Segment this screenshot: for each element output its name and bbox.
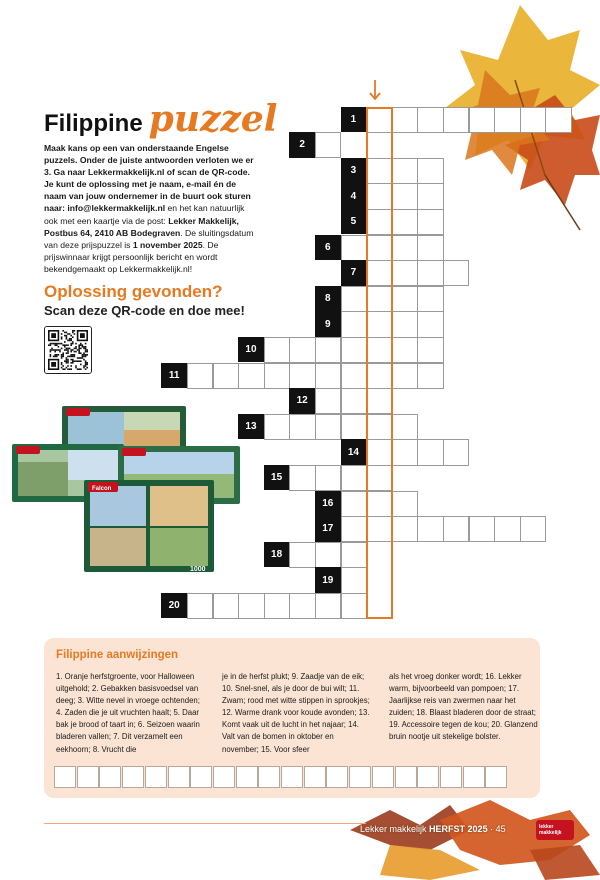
grid-cell[interactable]	[443, 107, 469, 133]
clue-number-2: 2	[289, 132, 315, 158]
answer-cell[interactable]	[145, 766, 167, 788]
grid-cell[interactable]	[494, 107, 520, 133]
grid-cell[interactable]	[315, 388, 341, 414]
title-main: Filippine	[44, 110, 143, 137]
grid-cell[interactable]	[341, 414, 367, 440]
solution-subtitle: Scan deze QR-code en doe mee!	[44, 303, 245, 318]
grid-cell[interactable]	[520, 107, 546, 133]
answer-cell[interactable]	[326, 766, 348, 788]
intro-email[interactable]: info@lekkermakkelijk.nl	[67, 203, 166, 214]
clue-number-8: 8	[315, 286, 341, 312]
grid-cell[interactable]	[341, 567, 367, 593]
grid-cell[interactable]	[392, 235, 418, 261]
answer-cell[interactable]	[54, 766, 76, 788]
grid-cell[interactable]	[289, 363, 315, 389]
footer-separator: ·	[490, 824, 494, 834]
solution-arrow-icon	[368, 80, 382, 102]
answer-cell[interactable]	[213, 766, 235, 788]
grid-cell[interactable]	[341, 311, 367, 337]
grid-cell[interactable]	[392, 107, 418, 133]
grid-cell[interactable]	[392, 158, 418, 184]
grid-cell[interactable]	[341, 516, 367, 542]
grid-cell[interactable]	[417, 183, 443, 209]
intro-address: Lekker Makkelijk, Postbus 64, 2410 AB Bodegraven	[44, 215, 239, 238]
grid-cell[interactable]	[417, 363, 443, 389]
title-script: puzzel	[148, 98, 278, 140]
clue-number-15: 15	[264, 465, 290, 491]
clue-number-10: 10	[238, 337, 264, 363]
answer-cell[interactable]	[281, 766, 303, 788]
answer-cell[interactable]	[395, 766, 417, 788]
clue-number-11: 11	[161, 363, 187, 389]
grid-cell[interactable]	[417, 260, 443, 286]
grid-cell[interactable]	[417, 286, 443, 312]
grid-cell[interactable]	[289, 593, 315, 619]
clue-number-18: 18	[264, 542, 290, 568]
lekker-makkelijk-logo	[536, 820, 574, 840]
answer-cell[interactable]	[485, 766, 507, 788]
grid-cell[interactable]	[315, 132, 341, 158]
answer-cell[interactable]	[122, 766, 144, 788]
answer-cell[interactable]	[417, 766, 439, 788]
clue-number-12: 12	[289, 388, 315, 414]
grid-cell[interactable]	[341, 363, 367, 389]
answer-cell[interactable]	[304, 766, 326, 788]
grid-cell[interactable]	[392, 286, 418, 312]
clues-column-1: 1. Oranje herfstgroente, voor Halloween uitgehold; 2. Gebakken basisvoedsel van deeg; 3. Witte nevel in vroege ochtenden; 4. Zaden die je uit vruchten haalt; 5. Daar bak je brood of taart in; 6. Seizoen waarin bladeren vallen; 7. Dit verzamelt een eekhoorn; 8. Vrucht die	[56, 672, 200, 754]
grid-cell[interactable]	[315, 363, 341, 389]
grid-cell[interactable]	[443, 516, 469, 542]
grid-cell[interactable]	[187, 593, 213, 619]
answer-cell[interactable]	[236, 766, 258, 788]
grid-cell[interactable]	[417, 235, 443, 261]
grid-cell[interactable]	[238, 363, 264, 389]
footer-magazine: Lekker makkelijk	[360, 824, 427, 834]
grid-cell[interactable]	[392, 414, 418, 440]
clue-number-1: 1	[341, 107, 367, 133]
grid-cell[interactable]	[213, 593, 239, 619]
answer-cell[interactable]	[258, 766, 280, 788]
footer-page-number: 45	[495, 824, 506, 834]
grid-cell[interactable]	[315, 465, 341, 491]
grid-cell[interactable]	[315, 337, 341, 363]
grid-cell[interactable]	[289, 465, 315, 491]
grid-cell[interactable]	[341, 542, 367, 568]
grid-cell[interactable]	[443, 439, 469, 465]
puzzle-box-brand: Falcon	[92, 486, 112, 492]
grid-cell[interactable]	[341, 286, 367, 312]
footer-divider	[44, 823, 366, 824]
grid-cell[interactable]	[545, 107, 571, 133]
grid-cell[interactable]	[417, 107, 443, 133]
intro-p3: . De sluitingsdatum van deze prijspuzzel is	[44, 227, 254, 250]
grid-cell[interactable]	[264, 414, 290, 440]
grid-cell[interactable]	[417, 209, 443, 235]
grid-cell[interactable]	[213, 363, 239, 389]
puzzle-box-count: 1000	[190, 566, 206, 573]
grid-cell[interactable]	[392, 439, 418, 465]
clue-number-9: 9	[315, 311, 341, 337]
grid-cell[interactable]	[187, 363, 213, 389]
clue-number-7: 7	[341, 260, 367, 286]
grid-cell[interactable]	[392, 337, 418, 363]
answer-cell[interactable]	[463, 766, 485, 788]
clue-number-13: 13	[238, 414, 264, 440]
clue-number-6: 6	[315, 235, 341, 261]
answer-cell[interactable]	[99, 766, 121, 788]
clue-number-3: 3	[341, 158, 367, 184]
answer-cell[interactable]	[349, 766, 371, 788]
intro-p2: en het kan natuurlijk ook met een kaartje via de post:	[44, 203, 245, 226]
grid-cell[interactable]	[264, 337, 290, 363]
grid-cell[interactable]	[417, 337, 443, 363]
clue-number-14: 14	[341, 439, 367, 465]
footer-season: HERFST 2025	[429, 824, 488, 834]
clue-number-4: 4	[341, 183, 367, 209]
grid-cell[interactable]	[264, 363, 290, 389]
grid-cell[interactable]	[443, 260, 469, 286]
answer-cell[interactable]	[440, 766, 462, 788]
grid-cell[interactable]	[392, 209, 418, 235]
grid-cell[interactable]	[341, 465, 367, 491]
clue-number-19: 19	[315, 567, 341, 593]
grid-cell[interactable]	[238, 593, 264, 619]
grid-cell[interactable]	[341, 491, 367, 517]
solution-title: Oplossing gevonden?	[44, 282, 223, 301]
grid-cell[interactable]	[417, 516, 443, 542]
grid-cell[interactable]	[417, 158, 443, 184]
grid-cell[interactable]	[289, 414, 315, 440]
logo-line-2: makkelijk	[539, 830, 562, 836]
answer-cell[interactable]	[77, 766, 99, 788]
answer-cell[interactable]	[190, 766, 212, 788]
clue-number-5: 5	[341, 209, 367, 235]
grid-cell[interactable]	[289, 337, 315, 363]
grid-cell[interactable]	[392, 491, 418, 517]
clue-number-20: 20	[161, 593, 187, 619]
intro-p1: Maak kans op een van onderstaande Engelse puzzels. Onder de juiste antwoorden verloten we er 3. Ga naar Lekkermakkelijk.nl of scan de QR-code. Je kunt de oplossing met je naam, e-mail én de naam van jouw ondernemer in de buurt ook sturen naar:	[44, 143, 254, 214]
grid-cell[interactable]	[341, 337, 367, 363]
grid-cell[interactable]	[417, 439, 443, 465]
clue-number-17: 17	[315, 516, 341, 542]
intro-deadline: 1 november 2025	[132, 239, 203, 250]
logo-line-1: lekker	[539, 824, 554, 830]
clues-column-3: als het vroeg donker wordt; 16. Lekker warm, bijvoorbeeld van pompoen; 17. Jaarlijkse reis van zwermen naar het zuiden; 18. Blaast bladeren door de straat; 19. Accessoire tegen de kou; 20. Glanzend bruin nootje uit stekelige bolster.	[389, 672, 538, 742]
grid-cell[interactable]	[520, 516, 546, 542]
grid-cell[interactable]	[392, 516, 418, 542]
footer-text	[360, 824, 506, 834]
grid-cell[interactable]	[392, 183, 418, 209]
grid-cell[interactable]	[392, 260, 418, 286]
clues-panel	[44, 638, 540, 798]
grid-cell[interactable]	[341, 388, 367, 414]
grid-cell[interactable]	[315, 593, 341, 619]
clues-title: Filippine aanwijzingen	[56, 649, 179, 661]
grid-cell[interactable]	[341, 235, 367, 261]
grid-cell[interactable]	[417, 311, 443, 337]
grid-cell[interactable]	[341, 593, 367, 619]
grid-cell[interactable]	[392, 363, 418, 389]
clues-column-2: je in de herfst plukt; 9. Zaadje van de eik; 10. Snel-snel, als je door de bui wilt; 11. Zwam; rood met witte stippen in sprookjes; 12. Warme drank voor koude avonden; 13. Komt vaak uit de lucht in het najaar; 14. Valt van de bomen in oktober en november; 15. Voor sfeer	[222, 672, 370, 754]
grid-cell[interactable]	[315, 414, 341, 440]
grid-cell[interactable]	[494, 516, 520, 542]
grid-cell[interactable]	[392, 311, 418, 337]
grid-cell[interactable]	[469, 516, 495, 542]
answer-cell[interactable]	[168, 766, 190, 788]
grid-cell[interactable]	[469, 107, 495, 133]
intro-p4: . De prijswinnaar krijgt persoonlijk bericht en wordt bekendgemaakt op Lekkermakkelijk.nl!	[44, 239, 219, 274]
solution-column-highlight	[366, 107, 392, 620]
clue-number-16: 16	[315, 491, 341, 517]
grid-cell[interactable]	[315, 542, 341, 568]
grid-cell[interactable]	[264, 593, 290, 619]
grid-cell[interactable]	[289, 542, 315, 568]
answer-cell[interactable]	[372, 766, 394, 788]
